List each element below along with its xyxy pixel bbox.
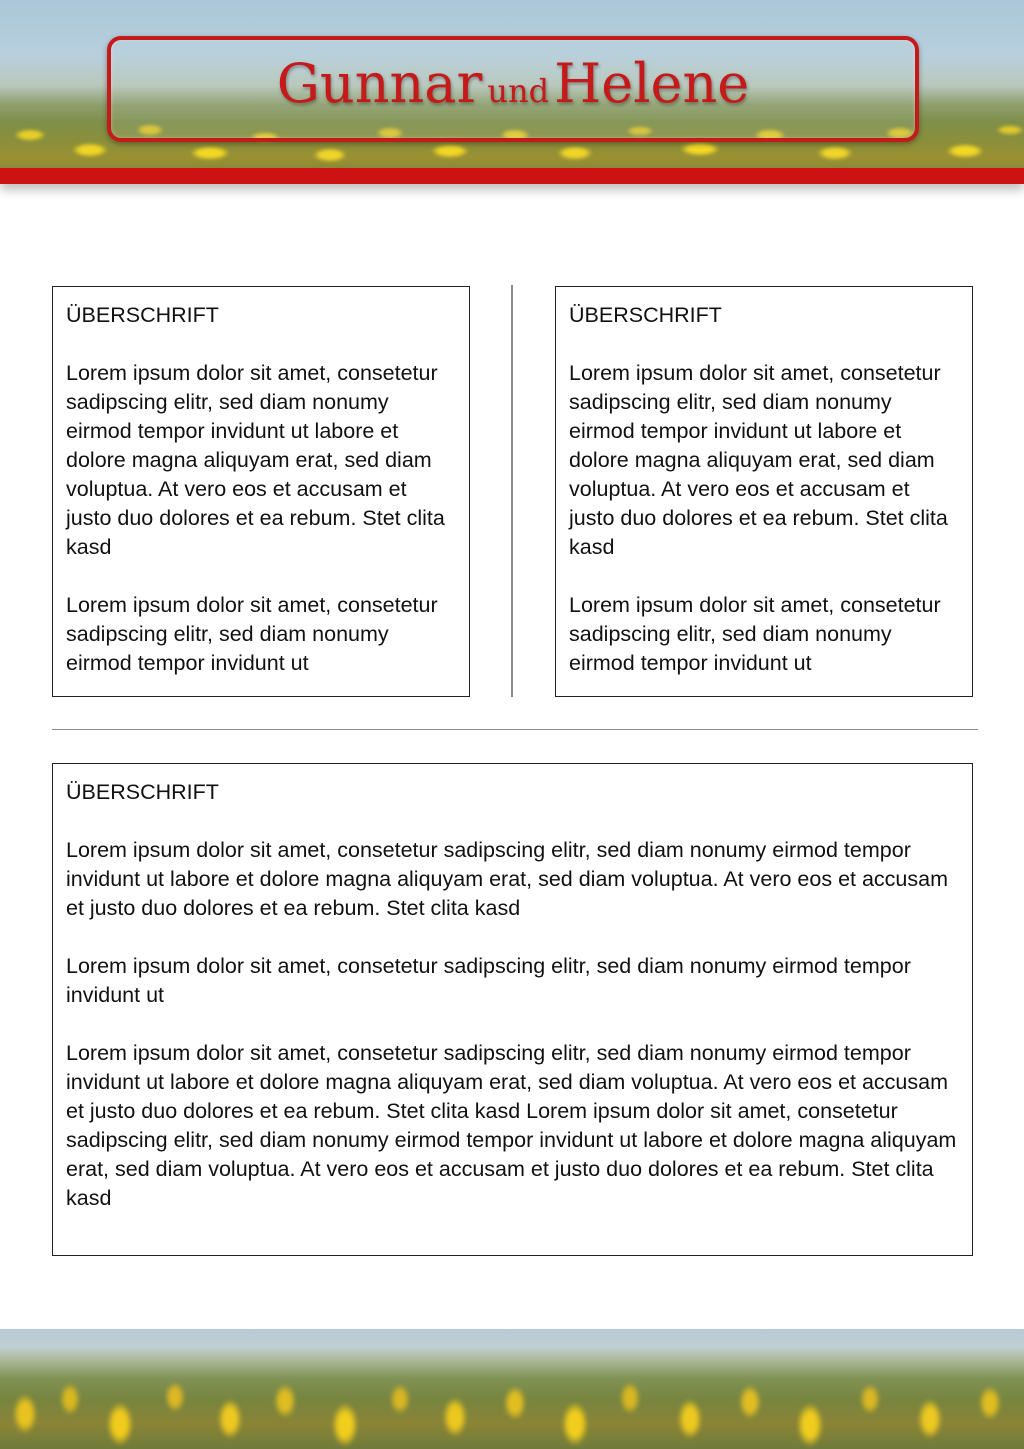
- footer-banner-image: [0, 1329, 1024, 1449]
- vertical-divider: [511, 285, 513, 697]
- title-name-1: Gunnar: [276, 52, 483, 115]
- text-box-right: [555, 286, 973, 697]
- box-paragraph: Lorem ipsum dolor sit amet, consetetur sadipscing elitr, sed diam nonumy eirmod tempor invidunt ut labore et dolore magna aliquyam erat, sed diam voluptua. At vero eos et accusam et justo duo dolores et ea rebum. Stet clita kasd: [66, 361, 445, 559]
- header-red-stripe: [0, 168, 1024, 184]
- title-name-2: Helene: [554, 52, 750, 115]
- text-box-left: [52, 286, 470, 697]
- text-box-wide: [52, 763, 973, 1256]
- box-paragraph: Lorem ipsum dolor sit amet, consetetur sadipscing elitr, sed diam nonumy eirmod tempor invidunt ut: [66, 593, 438, 675]
- title-conjunction: und: [487, 72, 550, 110]
- box-paragraph: Lorem ipsum dolor sit amet, consetetur sadipscing elitr, sed diam nonumy eirmod tempor invidunt ut labore et dolore magna aliquyam erat, sed diam voluptua. At vero eos et accusam et justo duo dolores et ea rebum. Stet clita kasd: [66, 838, 949, 920]
- box-paragraph: Lorem ipsum dolor sit amet, consetetur sadipscing elitr, sed diam nonumy eirmod tempor invidunt ut: [569, 593, 941, 675]
- box-heading: ÜBERSCHRIFT: [66, 303, 219, 327]
- box-paragraph: Lorem ipsum dolor sit amet, consetetur sadipscing elitr, sed diam nonumy eirmod tempor invidunt ut: [66, 954, 911, 1007]
- horizontal-divider: [52, 729, 978, 730]
- meadow-flowers-decoration: [0, 1369, 1024, 1449]
- box-paragraph: Lorem ipsum dolor sit amet, consetetur sadipscing elitr, sed diam nonumy eirmod tempor invidunt ut labore et dolore magna aliquyam erat, sed diam voluptua. At vero eos et accusam et justo duo dolores et ea rebum. Stet clita kasd Lorem ipsum dolor sit amet, consetetur sadipscing elitr, sed diam nonumy eirmod tempor invidunt ut labore et dolore magna aliquyam erat, sed diam voluptua. At vero eos et accusam et justo duo dolores et ea rebum. Stet clita kasd: [66, 1041, 957, 1210]
- box-heading: ÜBERSCHRIFT: [569, 303, 722, 327]
- page-title: [107, 48, 919, 133]
- box-heading: ÜBERSCHRIFT: [66, 780, 219, 804]
- box-paragraph: Lorem ipsum dolor sit amet, consetetur sadipscing elitr, sed diam nonumy eirmod tempor invidunt ut labore et dolore magna aliquyam erat, sed diam voluptua. At vero eos et accusam et justo duo dolores et ea rebum. Stet clita kasd: [569, 361, 948, 559]
